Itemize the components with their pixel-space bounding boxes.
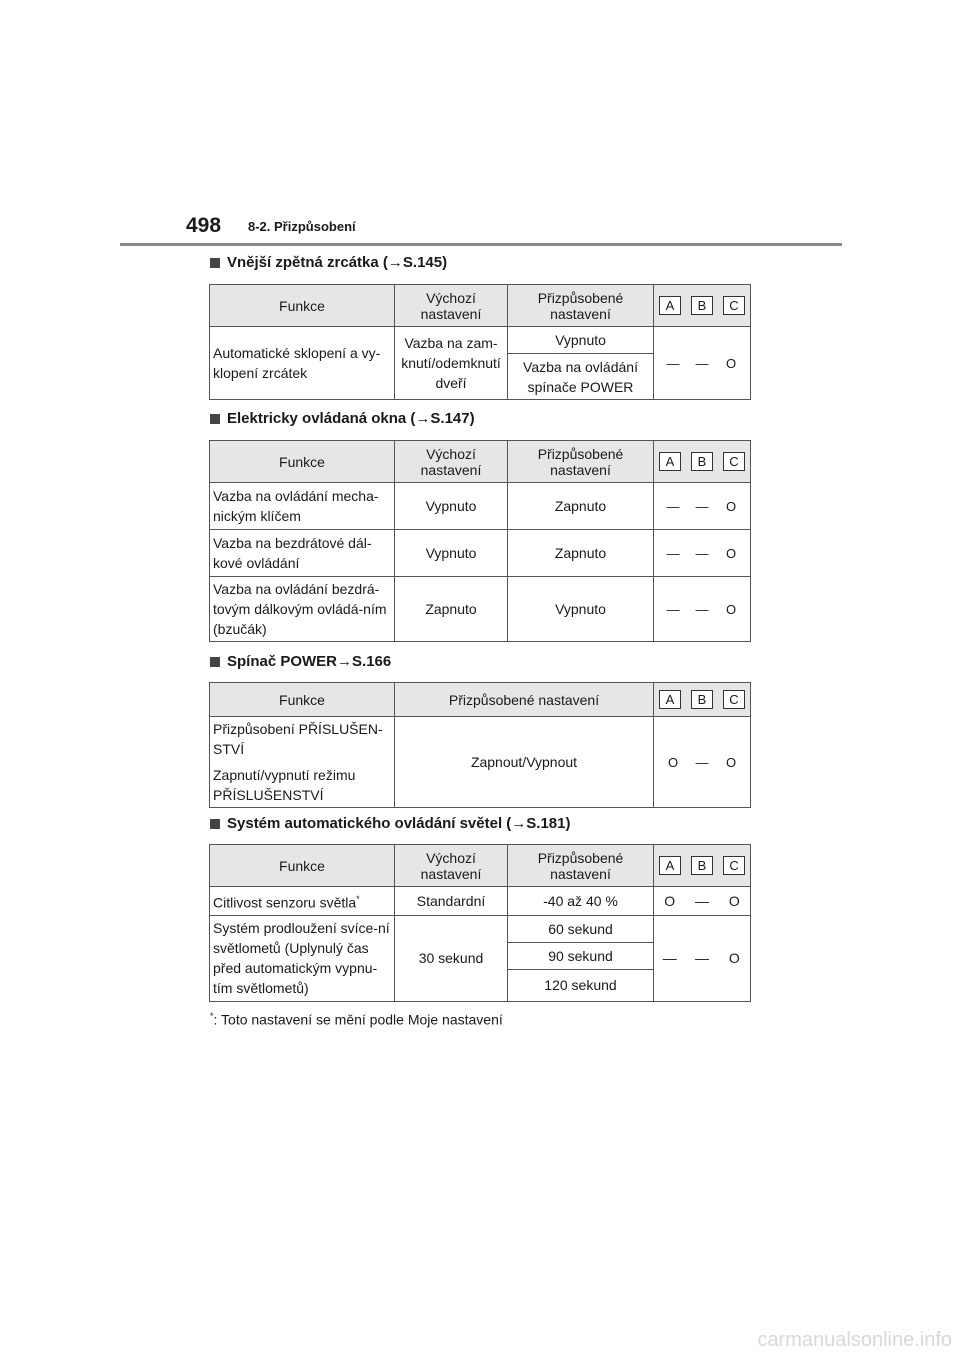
column-header-prizpusobene: Přizpůsobené nastavení [395,683,654,717]
badge-a: A [659,856,681,875]
column-header-prizpusobene: Přizpůsobené nastavení [508,285,654,327]
cell-vychozi: Standardní [395,887,508,916]
cell-funkce: Vazba na bezdrátové dál-kové ovládání [210,530,395,577]
section-title-mirrors [210,254,447,271]
badge-b: B [691,856,713,875]
cell-funkce-line2: Zapnutí/vypnutí režimu PŘÍSLUŠENSTVÍ [213,767,356,803]
lights-table [209,844,751,1002]
header-divider [120,243,842,246]
cell-prizpusobene: Zapnuto [508,483,654,530]
table-row [210,483,751,530]
cell-funkce: Vazba na ovládání bezdrá-tovým dálkovým ovládá-ním (bzučák) [210,577,395,642]
table-header-row [210,683,751,717]
footnote-mark: * [210,1011,214,1021]
badge-b: B [691,690,713,709]
cell-funkce: Citlivost senzoru světla* [210,887,395,916]
cell-funkce: Vazba na ovládání mecha-nickým klíčem [210,483,395,530]
badge-c: C [723,856,745,875]
cell-vychozi: Vypnuto [395,483,508,530]
table-row [210,577,751,642]
cell-vychozi: Zapnuto [395,577,508,642]
table-row [210,887,751,916]
table-header-row [210,441,751,483]
footnote-mark: * [356,894,360,904]
cell-abc: — — O [654,530,751,577]
column-header-vychozi: Výchozí nastavení [395,845,508,887]
badge-b: B [691,296,713,315]
cell-option: 120 sekund [508,969,654,1001]
cell-abc: O — O [654,717,751,808]
cell-vychozi: Vypnuto [395,530,508,577]
cell-option: Vypnuto [508,327,654,354]
table-row [210,327,751,354]
cell-prizpusobene: Zapnout/Vypnout [395,717,654,808]
table-header-row [210,285,751,327]
page-number: 498 [186,214,222,237]
table-header-row [210,845,751,887]
column-header-funkce: Funkce [210,441,395,483]
badge-c: C [723,296,745,315]
cell-prizpusobene: Vypnuto [508,577,654,642]
cell-funkce: Systém prodloužení svíce-ní světlometů (Uplynulý čas před automatickým vypnu-tím světlometů) [210,915,395,1001]
section-title-lights [210,815,570,832]
footnote [210,1011,503,1028]
mirrors-table [209,284,751,400]
column-header-prizpusobene: Přizpůsobené nastavení [508,845,654,887]
cell-abc: — — O [654,483,751,530]
badge-c: C [723,690,745,709]
table-row [210,530,751,577]
cell-a: — [654,915,686,1001]
column-header-abc [654,683,751,717]
bullet-square-icon [210,414,220,424]
cell-funkce [210,717,395,808]
cell-b: — [686,887,719,916]
cell-a: O [654,887,686,916]
windows-table [209,440,751,642]
cell-c: O [719,915,751,1001]
watermark: carmanualsonline.info [757,1329,952,1351]
bullet-square-icon [210,258,220,268]
cell-abc: — — O [654,577,751,642]
cell-abc: — — O [654,327,751,400]
column-header-vychozi: Výchozí nastavení [395,285,508,327]
chapter-title: 8-2. Přizpůsobení [248,219,356,234]
cell-c: O [719,887,751,916]
table-row [210,915,751,942]
badge-a: A [659,690,681,709]
section-title-power [210,653,391,670]
cell-option: Vazba na ovládání spínače POWER [508,354,654,400]
badge-c: C [723,452,745,471]
cell-funkce: Automatické sklopení a vy-klopení zrcátek [210,327,395,400]
power-table [209,682,751,808]
cell-funkce-line1: Přizpůsobení PŘÍSLUŠEN-STVÍ [213,721,383,757]
badge-a: A [659,296,681,315]
column-header-prizpusobene: Přizpůsobené nastavení [508,441,654,483]
cell-vychozi: Vazba na zam-knutí/odemknutí dveří [395,327,508,400]
bullet-square-icon [210,819,220,829]
badge-a: A [659,452,681,471]
footnote-text: : Toto nastavení se mění podle Moje nastavení [213,1011,503,1028]
section-title-text: Vnější zpětná zrcátka (→S.145) [227,254,448,271]
column-header-funkce: Funkce [210,285,395,327]
column-header-abc [654,845,751,887]
cell-option: 60 sekund [508,915,654,942]
column-header-abc [654,285,751,327]
column-header-funkce: Funkce [210,845,395,887]
section-title-text: Elektricky ovládaná okna (→S.147) [227,410,475,427]
bullet-square-icon [210,657,220,667]
column-header-vychozi: Výchozí nastavení [395,441,508,483]
cell-option: 90 sekund [508,942,654,969]
cell-prizpusobene: -40 až 40 % [508,887,654,916]
cell-b: — [686,915,719,1001]
section-title-text: Systém automatického ovládání světel (→S.181) [227,815,571,832]
badge-b: B [691,452,713,471]
section-title-windows [210,410,475,427]
section-title-text: Spínač POWER→S.166 [227,653,392,670]
page-header [0,0,960,250]
column-header-abc [654,441,751,483]
column-header-funkce: Funkce [210,683,395,717]
cell-vychozi: 30 sekund [395,915,508,1001]
table-row [210,717,751,808]
cell-prizpusobene: Zapnuto [508,530,654,577]
